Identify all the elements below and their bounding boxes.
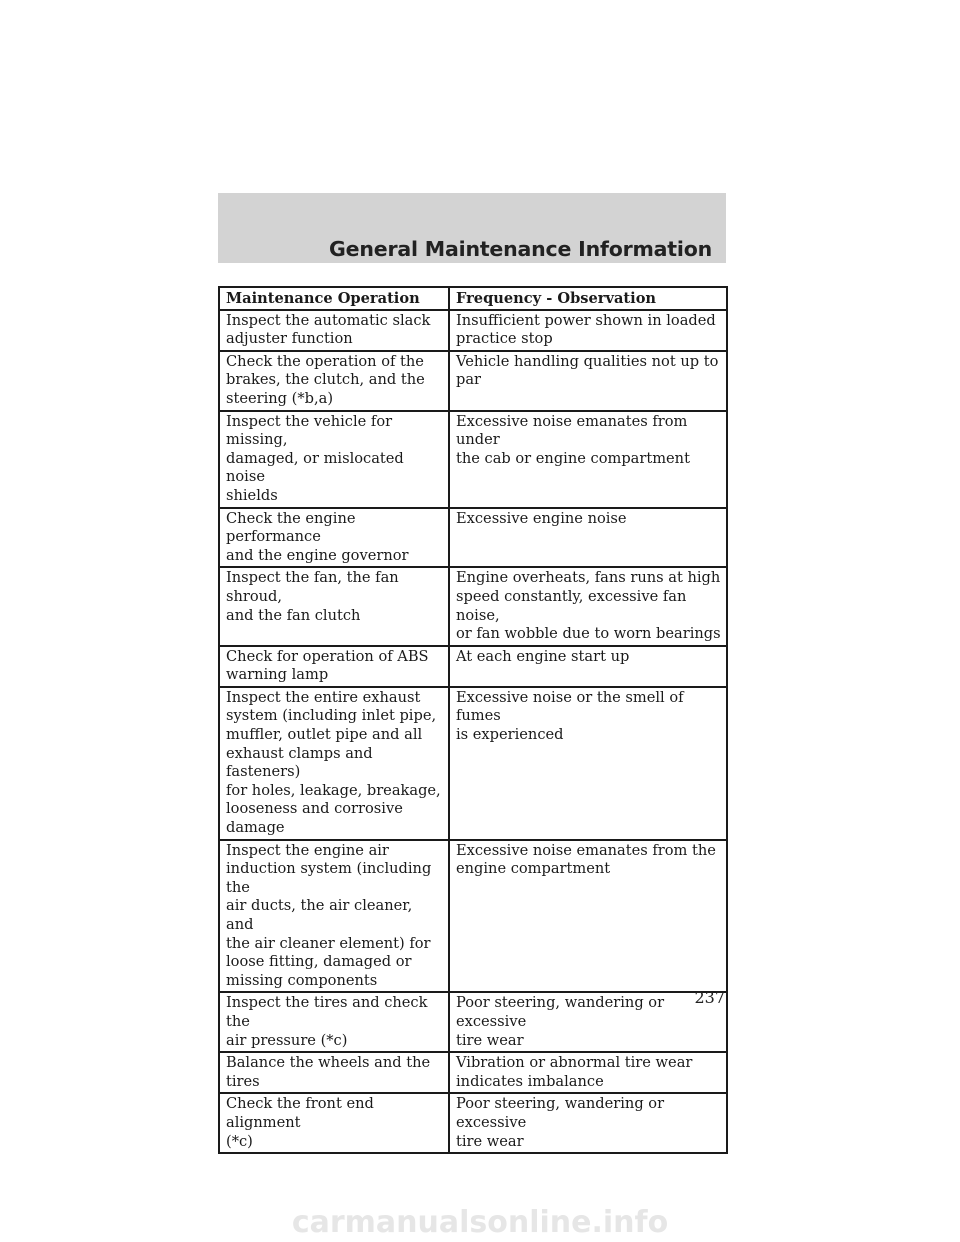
operation-cell: Balance the wheels and the tires — [219, 1052, 449, 1093]
operation-cell: Check the front end alignment (*c) — [219, 1093, 449, 1153]
operation-cell: Check the operation of the brakes, the clutch, and the steering (*b,a) — [219, 351, 449, 411]
observation-cell: Vibration or abnormal tire wear indicates imbalance — [449, 1052, 727, 1093]
operation-cell: Inspect the tires and check the air pressure (*c) — [219, 992, 449, 1052]
observation-cell: Insufficient power shown in loaded practice stop — [449, 310, 727, 351]
operation-cell: Inspect the fan, the fan shroud, and the fan clutch — [219, 567, 449, 645]
operation-cell: Check for operation of ABS warning lamp — [219, 646, 449, 687]
operation-cell: Inspect the automatic slack adjuster function — [219, 310, 449, 351]
table-row — [219, 687, 727, 840]
maintenance-table — [218, 286, 728, 1154]
observation-cell: At each engine start up — [449, 646, 727, 687]
operation-cell: Check the engine performance and the engine governor — [219, 508, 449, 568]
table-header-row — [219, 287, 727, 310]
section-header-band — [218, 193, 726, 263]
table-row — [219, 508, 727, 568]
operation-cell: Inspect the engine air induction system (including the air ducts, the air cleaner, and the air cleaner element) for loose fitting, damaged or missing components — [219, 840, 449, 993]
watermark-logo — [0, 1202, 960, 1242]
column-header-frequency: Frequency - Observation — [449, 287, 727, 310]
observation-cell: Vehicle handling qualities not up to par — [449, 351, 727, 411]
table-row — [219, 1093, 727, 1153]
observation-cell: Excessive engine noise — [449, 508, 727, 568]
observation-cell: Poor steering, wandering or excessive tire wear — [449, 992, 727, 1052]
operation-cell: Inspect the vehicle for missing, damaged, or mislocated noise shields — [219, 411, 449, 508]
observation-cell: Poor steering, wandering or excessive tire wear — [449, 1093, 727, 1153]
observation-cell: Excessive noise or the smell of fumes is experienced — [449, 687, 727, 840]
table-row — [219, 310, 727, 351]
operation-cell: Inspect the entire exhaust system (including inlet pipe, muffler, outlet pipe and all exhaust clamps and fasteners) for holes, leakage, breakage, looseness and corrosive damage — [219, 687, 449, 840]
table-row — [219, 411, 727, 508]
column-header-operation: Maintenance Operation — [219, 287, 449, 310]
table-row — [219, 351, 727, 411]
table-row — [219, 992, 727, 1052]
section-title: General Maintenance Information — [329, 237, 712, 261]
table-row — [219, 840, 727, 993]
observation-cell: Excessive noise emanates from under the cab or engine compartment — [449, 411, 727, 508]
table-row — [219, 646, 727, 687]
table-row — [219, 1052, 727, 1093]
page-number: 237 — [694, 988, 725, 1007]
observation-cell: Engine overheats, fans runs at high speed constantly, excessive fan noise, or fan wobble due to worn bearings — [449, 567, 727, 645]
observation-cell: Excessive noise emanates from the engine compartment — [449, 840, 727, 993]
svg-text:carmanualsonline.info: carmanualsonline.info — [291, 1205, 669, 1240]
table-row — [219, 567, 727, 645]
